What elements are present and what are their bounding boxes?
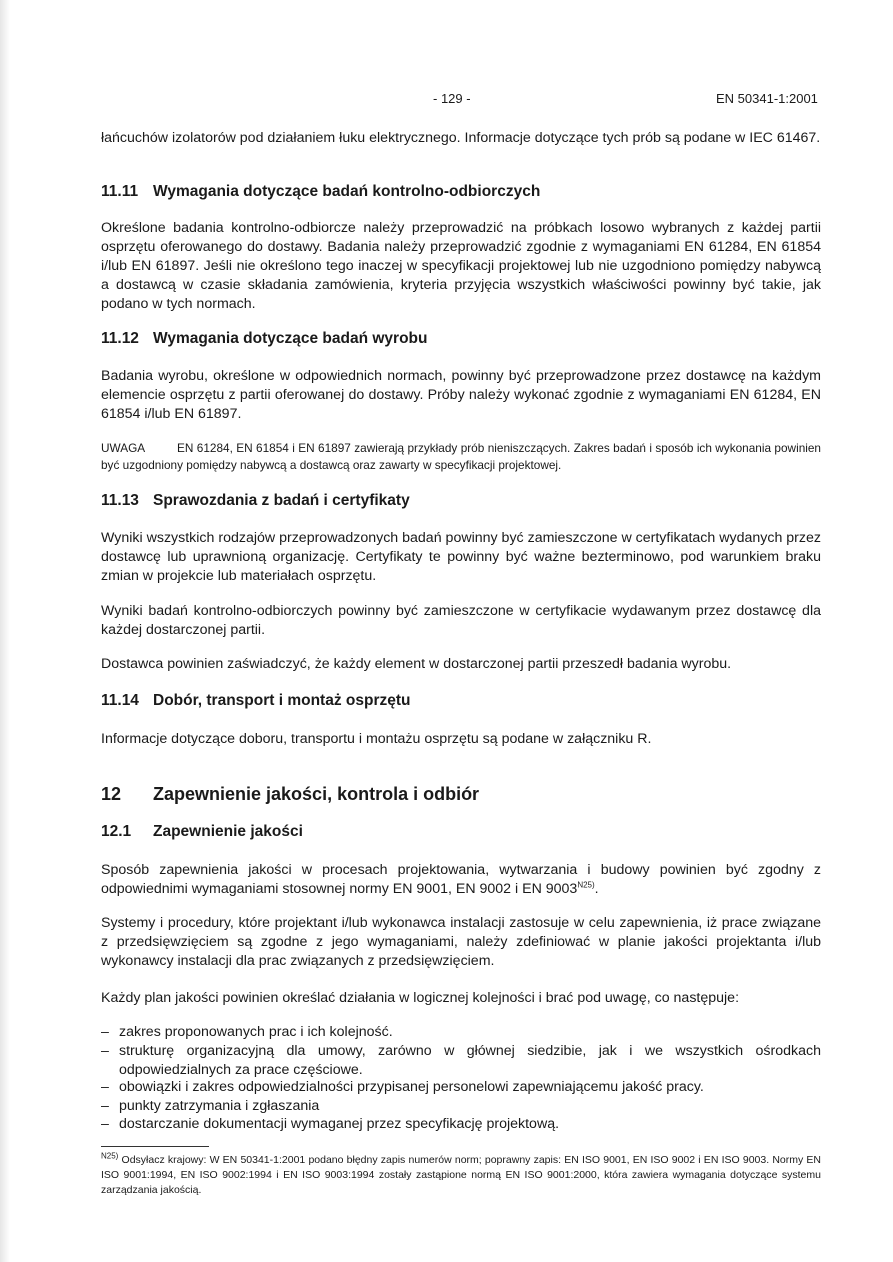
note — [101, 440, 821, 474]
section-heading-12-1 — [101, 823, 303, 841]
dash-bullet: – — [101, 1079, 109, 1095]
list-item-text: strukturę organizacyjną dla umowy, zarówno w głównej siedzibie, jak i we wszystkich ośrodkach odpowiedzialnych za prace częściowe. — [119, 1043, 821, 1078]
section-heading-11-14 — [101, 692, 410, 710]
section-heading-11-11 — [101, 183, 540, 201]
paragraph: Systemy i procedury, które projektant i/lub wykonawca instalacji zastosuje w celu zapewnienia, iż prace związane z przedsięwzięciem są zgodne z jego wymaganiami, należy zdefiniować w planie jakości projektanta i/lub wykonawcy instalacji dla prac związanych z przedsięwzięciem. — [101, 915, 821, 969]
section-title: Sprawozdania z badań i certyfikaty — [153, 492, 410, 509]
list-item-text: zakres proponowanych prac i ich kolejność. — [119, 1024, 393, 1040]
dash-bullet: – — [101, 1024, 109, 1040]
section-title: Dobór, transport i montaż osprzętu — [153, 692, 411, 709]
section-heading-11-13 — [101, 492, 410, 510]
footnote-divider — [101, 1146, 209, 1147]
paragraph: Informacje dotyczące doboru, transportu i montażu osprzętu są podane w załączniku R. — [101, 731, 652, 747]
scan-edge — [0, 0, 10, 1262]
chapter-title: Zapewnienie jakości, kontrola i odbiór — [153, 784, 480, 804]
footnote — [101, 1153, 821, 1198]
paragraph: Wyniki badań kontrolno-odbiorczych powinny być zamieszczone w certyfikacie wydawanym przez dostawcę dla każdej dostarczonej partii. — [101, 603, 821, 638]
section-title: Wymagania dotyczące badań wyrobu — [153, 330, 428, 347]
intro-paragraph: łańcuchów izolatorów pod działaniem łuku elektrycznego. Informacje dotyczące tych prób są podane w IEC 61467. — [101, 130, 821, 146]
dash-bullet: – — [101, 1116, 109, 1132]
paragraph: Każdy plan jakości powinien określać działania w logicznej kolejności i brać pod uwagę, co następuje: — [101, 990, 740, 1006]
section-number: 11.11 — [101, 183, 139, 200]
chapter-number: 12 — [101, 784, 122, 804]
paragraph: Badania wyrobu, określone w odpowiednich normach, powinny być przeprowadzone przez dostawcę na każdym elemencie osprzętu z partii oferowanej do dostawy. Próby należy wykonać zgodnie z wymaganiami EN 61284, EN 61854 i/lub EN 61897. — [101, 368, 821, 422]
paragraph-end: . — [594, 881, 599, 897]
section-heading-11-12 — [101, 330, 427, 348]
section-number: 11.14 — [101, 692, 139, 709]
page-number: - 129 - — [433, 91, 471, 106]
paragraph: Dostawca powinien zaświadczyć, że każdy element w dostarczonej partii przeszedł badania wyrobu. — [101, 656, 732, 672]
paragraph — [101, 861, 821, 899]
dash-bullet: – — [101, 1098, 109, 1114]
note-label: UWAGA — [101, 441, 146, 455]
footnote-text: Odsyłacz krajowy: W EN 50341-1:2001 podano błędny zapis numerów norm; poprawny zapis: EN ISO 9001, EN ISO 9002 i EN ISO 9003. Normy EN ISO 9001:1994, EN ISO 9002:1994 i EN ISO 9003:1994 zostały zastąpione normą EN ISO 9001:2000, która zawiera wymagania dotyczące systemu zarządzania jakością. — [101, 1154, 821, 1196]
list-item-text: punkty zatrzymania i zgłaszania — [119, 1098, 320, 1114]
paragraph-text: Sposób zapewnienia jakości w procesach projektowania, wytwarzania i budowy powinien być zgodny z odpowiednimi wymaganiami stosownej normy EN 9001, EN 9002 i EN 9003 — [101, 862, 821, 897]
section-title: Wymagania dotyczące badań kontrolno-odbiorczych — [153, 183, 541, 200]
dash-bullet: – — [101, 1043, 109, 1059]
footnote-reference: N25) — [577, 880, 595, 890]
paragraph: Określone badania kontrolno-odbiorcze należy przeprowadzić na próbkach losowo wybranych z każdej partii osprzętu oferowanego do dostawy. Badania należy przeprowadzić zgodnie z wymaganiami EN 61284, EN 61854 i/lub EN 61897. Jeśli nie określono tego inaczej w specyfikacji projektowej lub nie uzgodniono pomiędzy nabywcą a dostawcą w czasie składania zamówienia, kryteria przyjęcia wszystkich właściwości powinny być takie, jak podano w tych normach. — [101, 220, 821, 312]
section-number: 12.1 — [101, 823, 132, 840]
list-item-text: dostarczanie dokumentacji wymaganej przez specyfikację projektową. — [119, 1116, 560, 1132]
chapter-heading-12 — [101, 784, 479, 805]
document-id: EN 50341-1:2001 — [716, 91, 818, 106]
section-title: Zapewnienie jakości — [153, 823, 303, 840]
paragraph: Wyniki wszystkich rodzajów przeprowadzonych badań powinny być zamieszczone w certyfikatach wydanych przez dostawcę lub uprawnioną organizację. Certyfikaty te powinny być ważne bezterminowo, pod warunkiem braku zmian w projekcie lub materiałach osprzętu. — [101, 530, 821, 584]
footnote-mark: N25) — [101, 1151, 119, 1161]
section-number: 11.12 — [101, 330, 139, 347]
section-number: 11.13 — [101, 492, 139, 509]
note-text: EN 61284, EN 61854 i EN 61897 zawierają przykłady prób nieniszczących. Zakres badań i sposób ich wykonania powinien być uzgodniony pomiędzy nabywcą a dostawcą oraz zawarty w specyfikacji projektowej. — [101, 441, 821, 472]
list-item-text: obowiązki i zakres odpowiedzialności przypisanej personelowi zapewniającemu jakość pracy. — [119, 1079, 704, 1095]
